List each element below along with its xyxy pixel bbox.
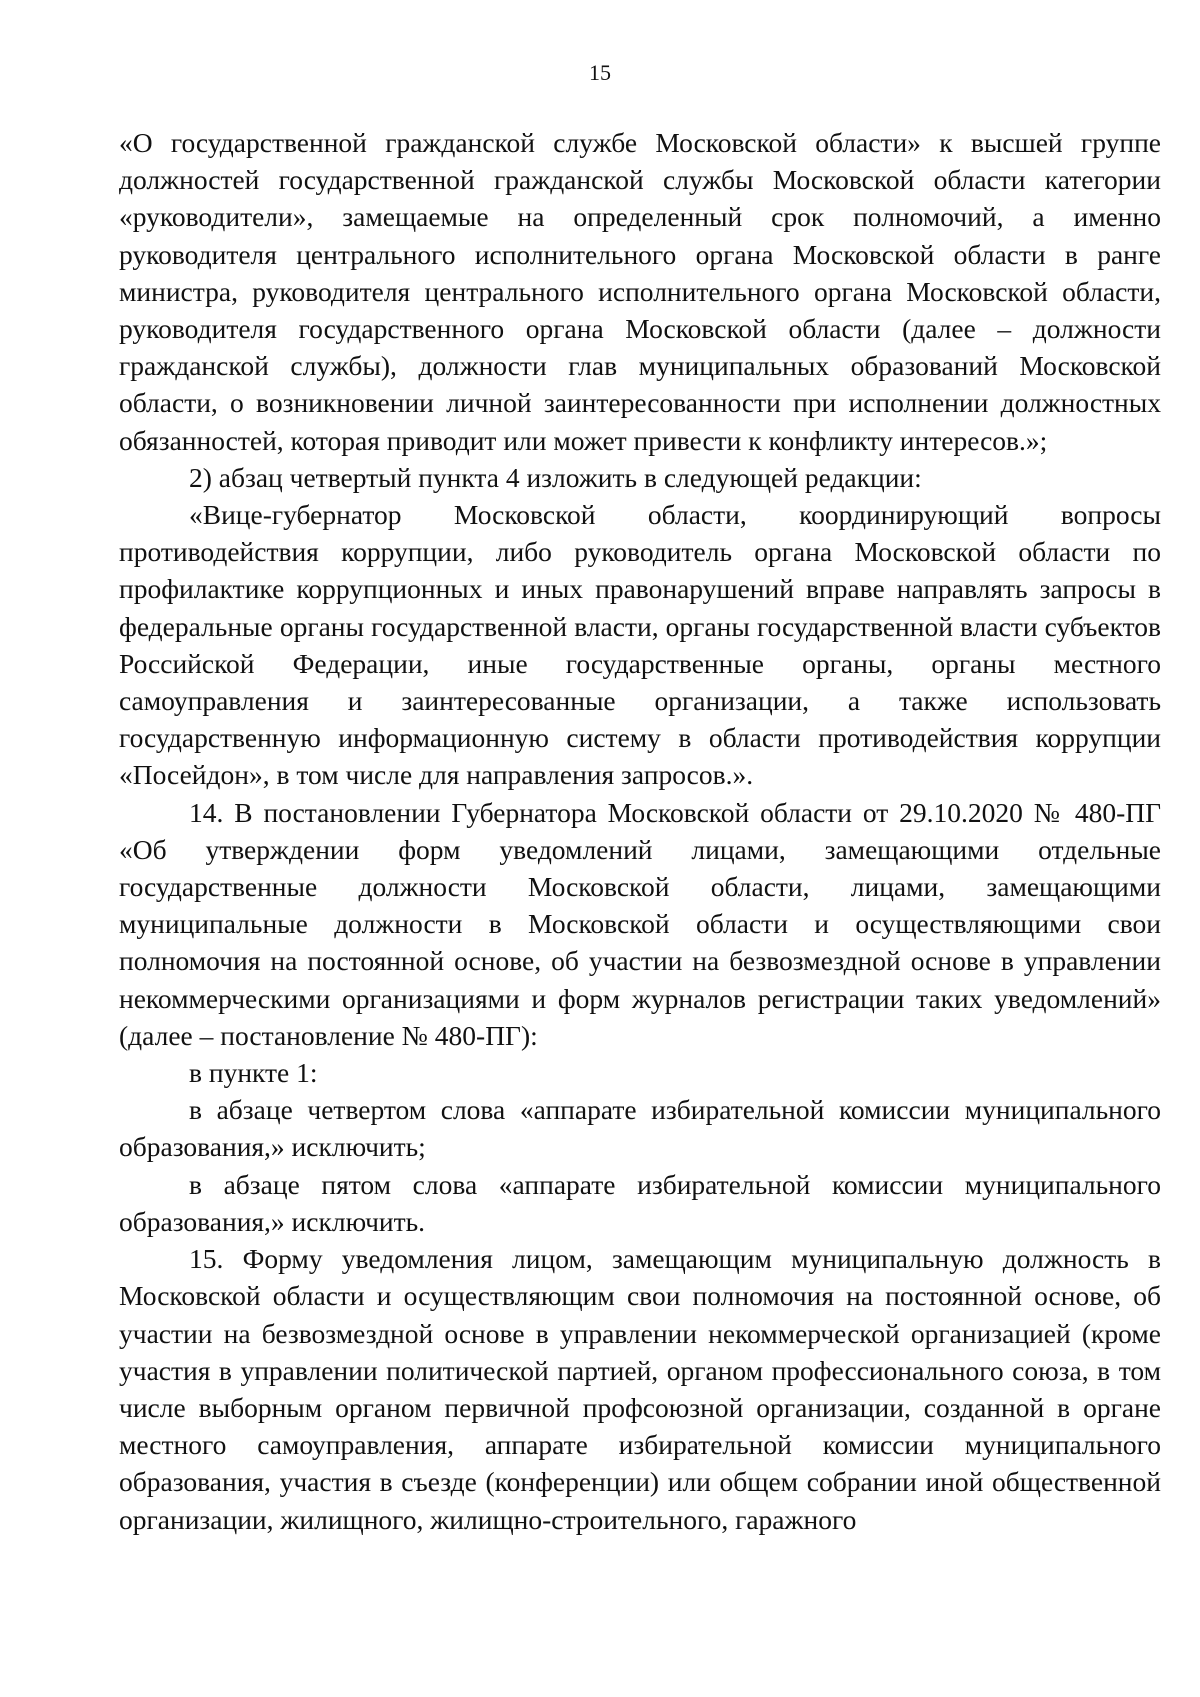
paragraph-8: 15. Форму уведомления лицом, замещающим муниципальную должность в Московской области и осуществляющим свои полномочия на постоянной основе, об участии на безвозмездной основе в управлении некоммерческой организацией (кроме участия в управлении политической партией, органом профессионального союза, в том числе выборным органом первичной профсоюзной организации, созданной в органе местного самоуправления, аппарате избирательной комиссии муниципального образования, участия в съезде (конференции) или общем собрании иной общественной организации, жилищного, жилищно-строительного, гаражного	[119, 1243, 1161, 1535]
page-number: 15	[589, 60, 611, 85]
document-body	[119, 124, 1161, 1538]
paragraph-4: 14. В постановлении Губернатора Московской области от 29.10.2020 № 480-ПГ «Об утверждении форм уведомлений лицами, замещающими отдельные государственные должности Московской области, лицами, замещающими муниципальные должности в Московской области и осуществляющими свои полномочия на постоянной основе, об участии на безвозмездной основе в управлении некоммерческими организациями и форм журналов регистрации таких уведомлений» (далее – постановление № 480-ПГ):	[119, 796, 1161, 1051]
paragraph-3: «Вице-губернатор Московской области, координирующий вопросы противодействия коррупции, либо руководитель органа Московской области по профилактике коррупционных и иных правонарушений вправе направлять запросы в федеральные органы государственной власти, органы государственной власти субъектов Российской Федерации, иные государственные органы, органы местного самоуправления и заинтересованные организации, а также использовать государственную информационную систему в области противодействия коррупции «Посейдон», в том числе для направления запросов.».	[119, 499, 1161, 791]
paragraph-5: в пункте 1:	[189, 1057, 318, 1089]
paragraph-6: в абзаце четвертом слова «аппарате избирательной комиссии муниципального образования,» исключить;	[119, 1094, 1161, 1163]
paragraph-1: «О государственной гражданской службе Московской области» к высшей группе должностей государственной гражданской службы Московской области категории «руководители», замещаемые на определенный срок полномочий, а именно руководителя центрального исполнительного органа Московской области в ранге министра, руководителя центрального исполнительного органа Московской области, руководителя государственного органа Московской области (далее – должности гражданской службы), должности глав муниципальных образований Московской области, о возникновении личной заинтересованности при исполнении должностных обязанностей, которая приводит или может привести к конфликту интересов.»;	[119, 127, 1161, 456]
paragraph-2: 2) абзац четвертый пункта 4 изложить в следующей редакции:	[189, 461, 922, 493]
paragraph-7: в абзаце пятом слова «аппарате избирательной комиссии муниципального образования,» исключить.	[119, 1168, 1161, 1237]
